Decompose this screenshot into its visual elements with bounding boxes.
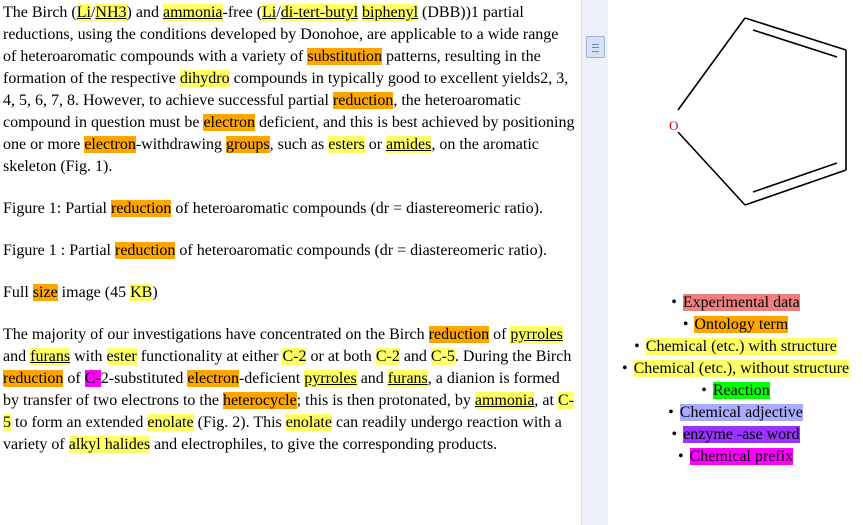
highlighted-term[interactable]: ammonia [162,4,223,21]
highlighted-term[interactable]: reduction [428,326,490,343]
text-run: (DBB))1 partial reductions, using the conditions developed by Donohoe, are applicable to a wide range of heteroaromatic compounds with a variety of [3,4,559,65]
highlighted-term[interactable]: esters [328,136,365,153]
highlighted-term[interactable]: reduction [114,242,176,259]
text-run: and [3,348,31,365]
highlighted-term[interactable]: reduction [3,370,64,387]
highlighted-term[interactable]: size [32,284,58,301]
text-run: and [399,348,431,365]
article-paragraph [3,240,575,262]
legend-item [608,336,863,358]
furan-bonds [678,18,846,205]
highlighted-term[interactable]: enolate [285,414,332,431]
text-run: to form an extended [11,414,148,431]
text-run: . During the Birch [454,348,572,365]
text-run: ) and [126,4,163,21]
bond-c4-c5 [745,170,846,205]
legend-label: Chemical prefix [689,448,794,465]
legend-item [608,292,863,314]
highlighted-term[interactable]: electron [203,114,255,131]
legend-label: Chemical adjective [679,404,803,421]
highlight-legend [608,292,863,468]
highlighted-term[interactable]: Li [76,4,91,21]
oxygen-atom-label: O [669,118,679,133]
highlighted-term[interactable]: furans [387,370,428,387]
highlighted-term[interactable]: substitution [307,48,383,65]
text-run: with [70,348,107,365]
text-run: 2-substituted [100,370,188,387]
text-run: / [90,4,96,21]
article-paragraph [3,282,575,304]
highlighted-term[interactable]: heterocycle [222,392,297,409]
text-run: can readily undergo reaction with a variety of [3,414,562,453]
text-run: -free ( [222,4,263,21]
legend-label: Ontology term [694,316,789,333]
highlighted-term[interactable]: reduction [332,92,394,109]
text-run: of [489,326,511,343]
bond-c2-c3 [745,18,846,50]
text-run: patterns, resulting in the formation of the respective [3,48,541,87]
highlighted-term[interactable]: dihydro [179,70,230,87]
legend-label: Chemical (etc.), without structure [633,360,850,377]
text-run: of [63,370,85,387]
highlighted-term[interactable]: enolate [147,414,194,431]
highlighted-term[interactable]: reduction [110,200,172,217]
highlighted-term[interactable]: NH3 [95,4,127,21]
text-run: Figure 1 : Partial [3,242,115,259]
highlighted-term[interactable]: C-2 [282,348,307,365]
highlighted-term[interactable]: C-5 [3,392,574,431]
text-run: (Fig. 2). This [193,414,286,431]
article-paragraph [3,198,575,220]
legend-item [608,358,863,380]
text-run: The Birch ( [3,4,77,21]
text-run: functionality at either [136,348,283,365]
text-run: or at both [306,348,376,365]
highlighted-term[interactable]: Li [262,4,277,21]
highlighted-term[interactable]: amides [386,136,432,153]
furan-structure-diagram [608,0,863,290]
text-run: Full [3,284,33,301]
text-run: image (45 [57,284,131,301]
highlighted-term[interactable]: biphenyl [362,4,419,21]
article-paragraph [3,2,575,178]
legend-item [608,314,863,336]
highlighted-term[interactable]: furans [30,348,71,365]
legend-label: Reaction [712,382,770,399]
legend-item [608,380,863,402]
text-run: , a dianion is formed by transfer of two electrons to the [3,370,560,409]
bond-o-c2 [678,18,745,110]
text-run: ) [152,284,158,301]
highlighted-term[interactable]: pyrroles [304,370,357,387]
highlighted-term[interactable]: pyrroles [510,326,563,343]
side-panel [608,0,863,525]
highlighted-term[interactable]: C-5 [430,348,455,365]
legend-item [608,402,863,424]
text-run: The majority of our investigations have concentrated on the Birch [3,326,429,343]
highlighted-term[interactable]: KB [130,284,153,301]
text-run: or [364,136,387,153]
legend-item [608,424,863,446]
highlighted-term[interactable]: di-tert-butyl [280,4,359,21]
highlighted-term[interactable]: electron [84,136,136,153]
highlighted-term[interactable]: groups [226,136,270,153]
text-run: -deficient [238,370,305,387]
text-run: / [276,4,281,21]
text-run: of heteroaromatic compounds (dr = diastereomeric ratio). [171,200,543,217]
highlighted-term[interactable]: electron [187,370,239,387]
bond-c5-o [678,132,745,205]
highlighted-term[interactable]: ammonia [474,392,535,409]
text-run: , on the aromatic skeleton (Fig. 1). [3,136,539,175]
text-run: ; this is then protonated, by [296,392,475,409]
article-paragraph [3,324,575,456]
highlighted-term[interactable]: ester [106,348,137,365]
text-run: deficient, and this is best achieved by positioning one or more [3,114,575,153]
text-run: -withdrawing [135,136,227,153]
text-run: , the heteroaromatic compound in question must be [3,92,521,131]
text-run: , at [534,392,558,409]
scrollbar-thumb[interactable] [586,36,605,58]
text-run: and [356,370,388,387]
legend-label: enzyme -ase word [683,426,800,443]
text-run: , such as [269,136,329,153]
highlighted-term[interactable]: C-2 [375,348,400,365]
legend-label: Experimental data [682,294,800,311]
text-run: compounds in typically good to excellent yields2, 3, 4, 5, 6, 7, 8. However, to achieve successful partial [3,70,569,109]
legend-item [608,446,863,468]
text-run: of heteroaromatic compounds (dr = diastereomeric ratio). [175,242,547,259]
legend-label: Chemical (etc.) with structure [645,338,837,355]
highlighted-term[interactable]: C- [84,370,101,387]
text-run: Figure 1: Partial [3,200,111,217]
vertical-scrollbar[interactable] [581,0,609,525]
text-run: and electrophiles, to give the corresponding products. [150,436,498,453]
highlighted-term[interactable]: alkyl halides [68,436,151,453]
